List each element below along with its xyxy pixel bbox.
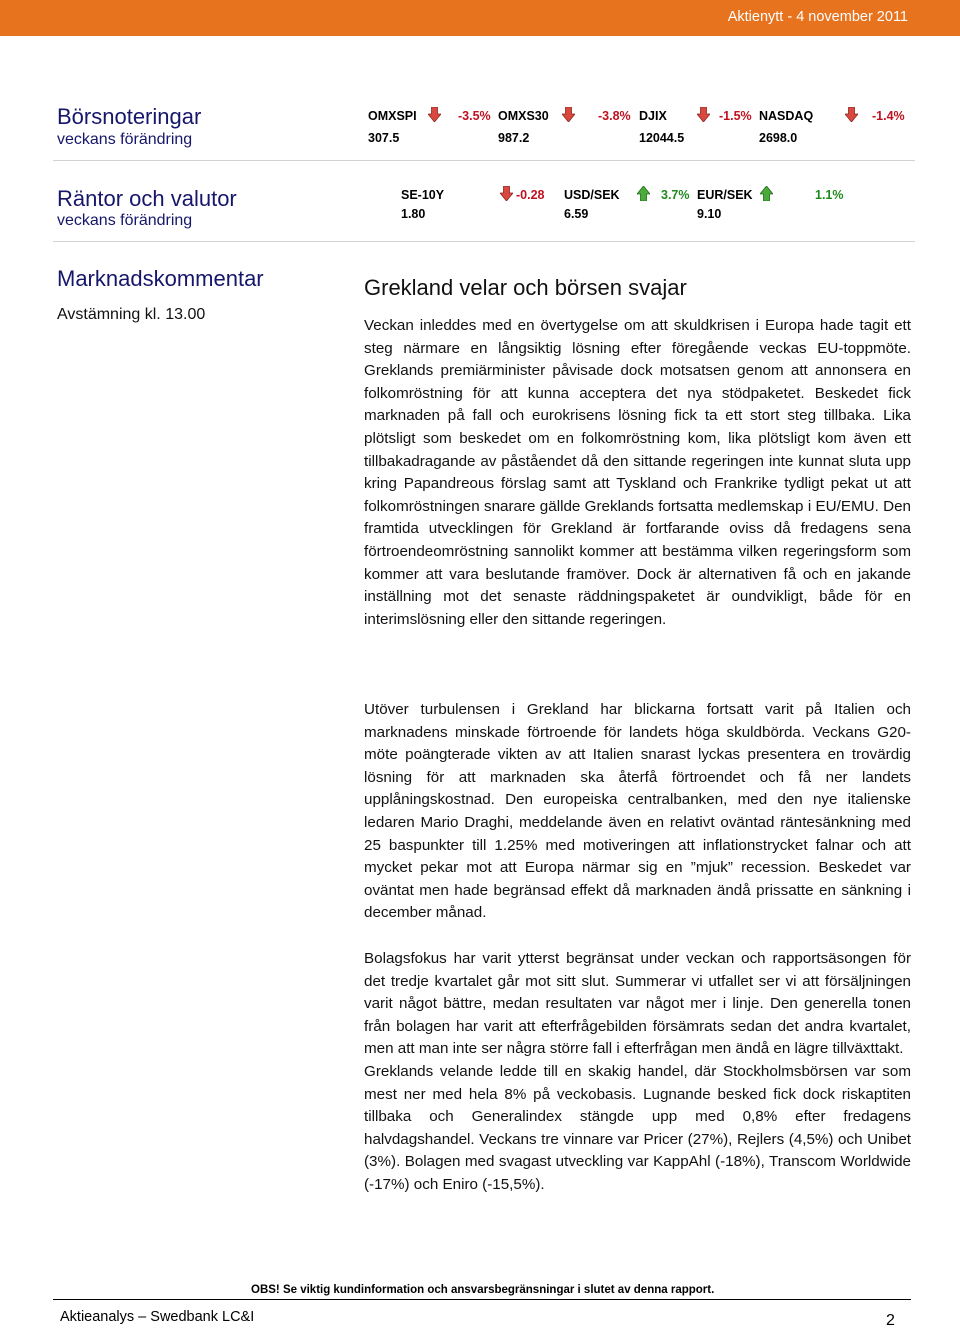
index-value: 307.5 (368, 131, 400, 145)
paragraph-text: Bolagsfokus har varit ytterst begränsat under veckan och rapportsäsongen för det tredje kvartalet går mot sitt slut. Summerar vi utfallet ser vi att försäljningen varit något bättre, medan resultaten var något mer i linje. Den generella tonen från bolagen har varit att efterfrågebilden försämrats sedan det andra kvartalet, men att man inte ser några större fall i efterfrågan men ändå en lägre tillväxttakt. (364, 950, 911, 1058)
rate-name: EUR/SEK (697, 188, 753, 202)
index-value: 987.2 (498, 131, 530, 145)
down-arrow-icon (562, 107, 575, 122)
index-name: OMXSPI (368, 109, 417, 123)
disclaimer-note: OBS! Se viktig kundinformation och ansvarsbegränsningar i slutet av denna rapport. (251, 1284, 715, 1296)
index-name: DJIX (639, 109, 667, 123)
index-change: -3.5% (458, 109, 491, 123)
article-title: Grekland velar och börsen svajar (364, 275, 687, 300)
footer-publisher: Aktieanalys – Swedbank LC&I (60, 1309, 255, 1325)
down-arrow-icon (500, 186, 513, 201)
header-title: Aktienytt - 4 november 2011 (727, 9, 908, 25)
rates-subtitle: veckans förändring (57, 212, 193, 229)
rate-name: SE-10Y (401, 188, 445, 202)
article-paragraph (364, 315, 911, 631)
footer-divider (53, 1299, 911, 1300)
rate-change: 1.1% (815, 188, 844, 202)
market-time: Avstämning kl. 13.00 (57, 306, 206, 323)
page-number: 2 (886, 1312, 895, 1329)
paragraph-text: Utöver turbulensen i Grekland har blickarna fortsatt varit på Italien och marknadens minskade förtroende för landets höga skuldbörda. Veckans G20-möte poängterade vikten av att Italien snarast lyckas presentera en trovärdig lösning för att marknaden ska återfå förtroendet och få ner landets upplåningskostnad. Den europeiska centralbanken, med den nye italienske ledaren Mario Draghi, meddelande även en relativt oväntad räntesänkning med 25 baspunkter till 1.25% med motiveringen att inflationstrycket falnar och att mycket pekar mot att Europa närmar sig en ”mjuk” recession. Beskedet var oväntat men hade begränsad effekt då marknaden ändå prissatte en sänkning i december månad. (364, 701, 911, 922)
paragraph-text: Veckan inleddes med en övertygelse om att skuldkrisen i Europa hade tagit ett steg närmare en långsiktig lösning efter föregående veckas EU-toppmöte. Greklands premiärminister påvisade dock motsatsen genom att annonsera en folkomröstning för att kunna acceptera det nya stödpaketet. Beskedet fick marknaden på fall och eurokrisens lösning fick ta ett stort steg tillbaka. Lika plötsligt som beskedet om en folkomröstning kom, lika plötsligt kom även ett tillbakadragande av påståendet då den sittande regeringen inte kunnat sluta upp kring Papandreous förslag samt att Tyskland och Frankrike tydligt pekat ut att folkomröstningen snarare gällde Greklands fortsatta medlemskap i EU/EMU. Den framtida utvecklingen för Grekland är fortfarande oviss då fredagens sena förtroendeomröstning sannolikt kommer att bestämma vilken regeringsform som kommer att vara beslutande framöver. Dock är alternativen få och en jakande inställning mot det senaste räddningspaketet är oundvikligt, både för en interimslösning eller den sittande regeringen. (364, 317, 911, 628)
down-arrow-icon (697, 107, 710, 122)
boers-subtitle: veckans förändring (57, 131, 193, 148)
rate-value: 9.10 (697, 207, 722, 221)
rate-change: -0.28 (516, 188, 545, 202)
down-arrow-icon (845, 107, 858, 122)
paragraph-text: Greklands velande ledde till en skakig handel, där Stockholmsbörsen var som mest ner med hela 8% på veckobasis. Lugnande besked fick dock riskaptiten tillbaka och Generalindex stängde upp med 0,8% efter fredagens halvdagshandel. Veckans tre vinnare var Pricer (27%), Rejlers (4,5%) och Unibet (3%). Bolagen med svagast utveckling var KappAhl (-18%), Transcom Worldwide (-17%) och Eniro (-15,5%). (364, 1062, 911, 1193)
article-paragraph (364, 699, 911, 925)
index-change: -1.5% (719, 109, 752, 123)
article-paragraph (364, 948, 911, 1197)
rate-value: 6.59 (564, 207, 589, 221)
down-arrow-icon (428, 107, 441, 122)
rates-title: Räntor och valutor (57, 186, 237, 211)
header-bar (0, 0, 960, 36)
boers-title: Börsnoteringar (57, 104, 202, 129)
rate-name: USD/SEK (564, 188, 620, 202)
index-value: 12044.5 (639, 131, 685, 145)
index-name: OMXS30 (498, 109, 549, 123)
index-change: -1.4% (872, 109, 905, 123)
rate-change: 3.7% (661, 188, 690, 202)
index-change: -3.8% (598, 109, 631, 123)
divider (53, 160, 915, 161)
market-title: Marknadskommentar (57, 266, 264, 291)
rate-value: 1.80 (401, 207, 426, 221)
up-arrow-icon (637, 186, 650, 201)
index-value: 2698.0 (759, 131, 798, 145)
index-name: NASDAQ (759, 109, 814, 123)
up-arrow-icon (760, 186, 773, 201)
divider (53, 241, 915, 242)
